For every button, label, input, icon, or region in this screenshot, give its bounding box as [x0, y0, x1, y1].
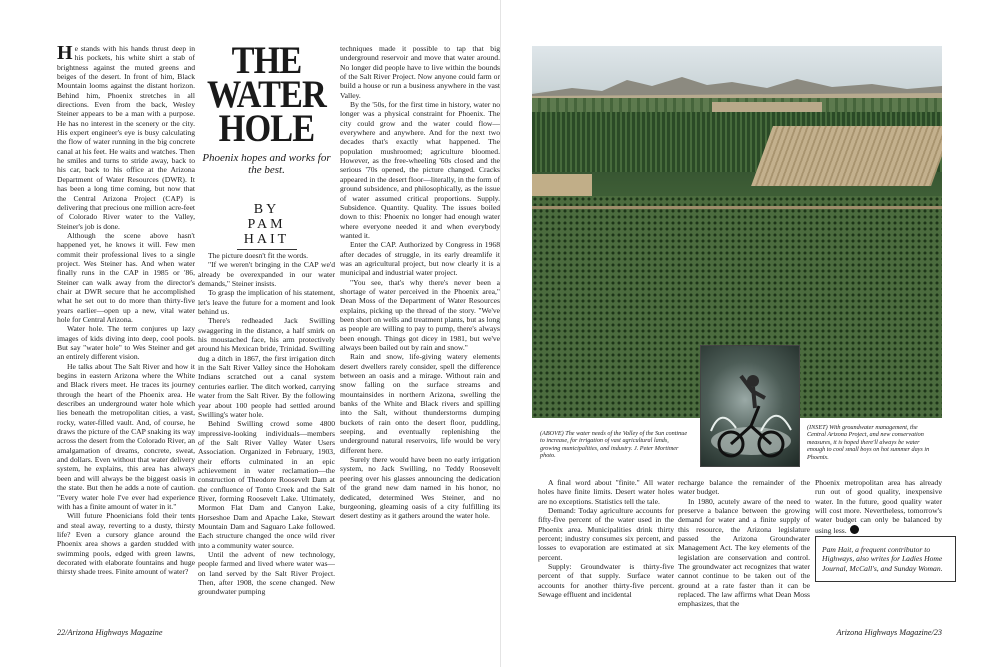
article-paragraph: Behind Swilling crowd some 4800 impressive-looking individuals—members of the Salt River Valley Water Users Association. Organized in February, 1903, their efforts culminated in an epic achievement in water reclamation—the construction of Theodore Roosevelt Dam at the confluence of Tonto Creek and the Salt River, forming Roosevelt Lake. Ultimately, Mormon Flat Dam and Canyon Lake, Horseshoe Dam and Apache Lake, Stewart Mountain Dam and Saguaro Lake followed. Each structure changed the once wild river into a community water source. — [198, 419, 335, 550]
paragraph-text: e stands with his hands thrust deep in his pockets, his white shirt a stab of brightness against the muted greens and beiges of the desert. In front of him, Black Mountain looms against the distant horizon. Behind him, Phoenix stretches in all directions. Even from the back, Wesley Steiner appears to be a man with a purpose. He has no interest in the scenery or the city. His expert engineer's eye is busy calculating the flow of water running in the big concrete canal at his feet. He waits and watches. Then he smiles and turns to stride away, back to his car, back to his office at the Arizona Department of Water Resources (DWR). It has been a long time coming, but now that the Central Arizona Project (CAP) is delivering that precious one million acre-feet of Colorado River water to the Valley, Steiner's job is done. — [57, 44, 195, 231]
article-paragraph: Enter the CAP. Authorized by Congress in 1968 after decades of struggle, in its early dreamlife it was an agricultural project, but now clearly it is a municipal and industrial water project. — [340, 240, 500, 278]
mountains-illustration — [532, 68, 942, 98]
article-paragraph: Demand: Today agriculture accounts for fifty-five percent of the water used in the Phoenix area. Municipalities drink thirty percent; industry consumes six percent, and losses to evaporation are estimated at six percent. — [538, 506, 674, 562]
folio-left: 22/Arizona Highways Magazine — [57, 628, 163, 637]
article-paragraph: recharge balance the remainder of the water budget. — [678, 478, 810, 497]
article-paragraph: Although the scene above hasn't happened yet, he knows it will. Few men commit their professional lives to a single project. Wes Steiner has. And when water finally runs in the CAP in 1985 or '86, Steiner can walk away from the director's chair at DWR secure that he accomplished what he set out to do more than thirty-five years earlier—open up a new, vital water hole for Central Arizona. — [57, 230, 195, 324]
article-column-3 — [340, 44, 500, 638]
title-block — [198, 39, 335, 250]
article-paragraph: There's redheaded Jack Swilling swaggering in the distance, a half smirk on his moustached face, his arm protectively around his Mexican bride, Trinidad. Swilling dug a ditch in 1867, the first irrigation ditch in the Salt River Valley since the Hohokam Indians scratched out a canal system centuries earlier. The ditch worked, carrying water from the Salt River. By the following year about 100 people had settled around Swilling's water hole. — [198, 316, 335, 419]
article-paragraph: In 1980, acutely aware of the need to preserve a balance between the growing demand for water and a finite supply of this resource, the Arizona legislature passed the Arizona Groundwater Management Act. The key elements of the legislation are conservation and control. The groundwater act recognizes that water cannot continue to be taken out of the ground at a rate faster than it can be replaced. The law affirms what Dean Moss emphasizes, that the — [678, 496, 810, 609]
author-bio: Pam Hait, a frequent contributor to Highways, also writes for Ladies Home Journal, McCall's, and Sunday Woman. — [815, 536, 956, 582]
article-subtitle: Phoenix hopes and works for the best. — [202, 152, 331, 176]
article-column-6 — [815, 478, 942, 538]
article-paragraph: The picture doesn't fit the words. — [208, 251, 309, 260]
field-fallow — [751, 126, 942, 186]
byline-line: BY — [253, 202, 280, 217]
article-paragraph: Until the advent of new technology, people farmed and lived where water was—on land served by the Salt River Project. Then, after 1908, the scene changed. New groundwater pumping — [198, 550, 335, 597]
article-column-4 — [538, 478, 674, 638]
article-paragraph: techniques made it possible to tap that big underground reservoir and move that water around. No longer did people have to live within the bounds of the Salt River Project. Now anyone could farm or build a house or run a business anywhere in the vast Valley. — [340, 44, 500, 100]
page-gutter — [500, 0, 501, 667]
field-fallow — [712, 102, 822, 112]
article-paragraph: He talks about The Salt River and how it begins in eastern Arizona where the White and Black rivers meet. He traces its journey through the heart of the Phoenix area. He describes an underground water hole which lies beneath the metropolitan cities, a vast, rocky, water-filled vault. And, of course, he draws the picture of the CAP snaking its way across the desert from the Colorado River, an amalgamation of dreams, concrete, sweat, and dollars. Even without that water delivery system, he explains, this area has always been and will always be the biggest oasis in the state. But then he adds a note of caution. "Every water hole I've ever had experience with has a finite amount of water in it." — [57, 361, 195, 511]
article-paragraph: Will future Phoenicians fold their tents and steal away, reverting to a dusty, thirsty life? Even a cursory glance around the Phoenix area shows a garden studded with swimming pools, edged with green lawns, decorated with elaborate fountains and huge thirsty shade trees. Finite amount of water? — [57, 511, 195, 577]
article-paragraph — [57, 44, 195, 231]
folio-right: Arizona Highways Magazine/23 — [836, 628, 942, 637]
article-paragraph: "You see, that's why there's never been a shortage of water perceived in the Phoenix area," Dean Moss of the Department of Water Resources explains, picking up the thread of the story. "We've been short on wells and treatment plants, but as long as people are willing to pay to pump, there's always been enough. Things got dicey in 1981, but we've always been bailed out by rain and snow." — [340, 277, 500, 352]
byline-line: HAIT — [243, 232, 290, 247]
title-line: HOLE — [218, 107, 315, 150]
drop-cap: H — [57, 44, 73, 64]
article-column-2 — [198, 251, 335, 638]
field-dirt-road — [532, 206, 942, 209]
photo-caption-inset: (INSET) With groundwater management, the Central Arizona Project, and new conservation measures, it is hoped there'll always be water enough to cool small boys on hot summer days in Phoenix. — [807, 424, 930, 461]
article-paragraph: Supply: Groundwater is thirty-five percent of that supply. Surface water accounts for another thirty-five percent. Sewage effluent and incidental — [538, 562, 674, 600]
article-paragraph: Water hole. The term conjures up lazy images of kids diving into deep, cool pools. But say "water hole" to Wes Steiner and get an entirely different vision. — [57, 324, 195, 362]
byline — [198, 202, 335, 250]
end-mark-icon — [850, 525, 859, 534]
article-paragraph: Phoenix metropolitan area has already run out of good quality, inexpensive water. In the future, good quality water will cost more. Nevertheless, tomorrow's water budget can only be balanced by using less. — [815, 478, 942, 535]
article-paragraph: Rain and snow, life-giving watery elements desert dwellers rarely consider, spell the difference between an oasis and a mirage. Without rain and snow falling on the surface streams and mountainsides in northern Arizona, swelling the banks of the White and Black rivers and spilling into the Salt, without thunderstorms dumping buckets of rain onto the desert floor, puddling, seeping, and eventually replenishing the underground natural reservoirs, life would be very different here. — [340, 352, 500, 455]
article-paragraph: "If we weren't bringing in the CAP we'd already be overexpanded in our water demands," Steiner insists. — [198, 260, 335, 289]
title-line: THE — [231, 39, 302, 82]
byline-rule — [237, 249, 297, 250]
title-line: WATER — [207, 73, 326, 116]
article-column-1 — [57, 44, 195, 638]
splash-illustration — [701, 346, 799, 466]
article-paragraph: By the '50s, for the first time in history, water no longer was a physical constraint for Phoenix. The city could grow and the water could flow—everywhere and anywhere. And for the next two decades that's exactly what happened. The population mushroomed; agriculture bloomed. However, as the free-wheeling '60s closed and the serious '70s opened, the picture changed. Cracks appeared in the desert floor—literally, in the form of ground subsidence, and philosophically, as the issue of water assumed critical proportions. Supply. Subsidence. Quantity. Quality. The issues boiled down to this: Phoenix no longer had enough water where everyone needed it and when everybody wanted it. — [340, 100, 500, 240]
article-paragraph: To grasp the implication of his statement, let's leave the future for a moment and look behind us. — [198, 288, 335, 317]
byline-line: PAM — [247, 217, 286, 232]
article-paragraph: A final word about "finite." All water holes have finite limits. Desert water holes are no exceptions. Statistics tell the tale. — [538, 478, 674, 506]
photo-caption-above: (ABOVE) The water needs of the Valley of the Sun continue to increase, for irrigation of vast agricultural lands, growing municipalities, and industry. J. Peter Mortimer photo. — [540, 430, 688, 460]
article-column-5 — [678, 478, 810, 638]
article-title — [206, 39, 327, 150]
article-paragraph: Surely there would have been no early irrigation system, no Jack Swilling, no Teddy Roosevelt peering over his glasses announcing the dedication of the grand new dam named in his honor, no dedicated, determined Wes Steiner, and no burgeoning, gleaming oasis of a city fulfilling its desert destiny as it gathers around the water hole. — [340, 455, 500, 521]
inset-boy-photo — [700, 345, 800, 467]
